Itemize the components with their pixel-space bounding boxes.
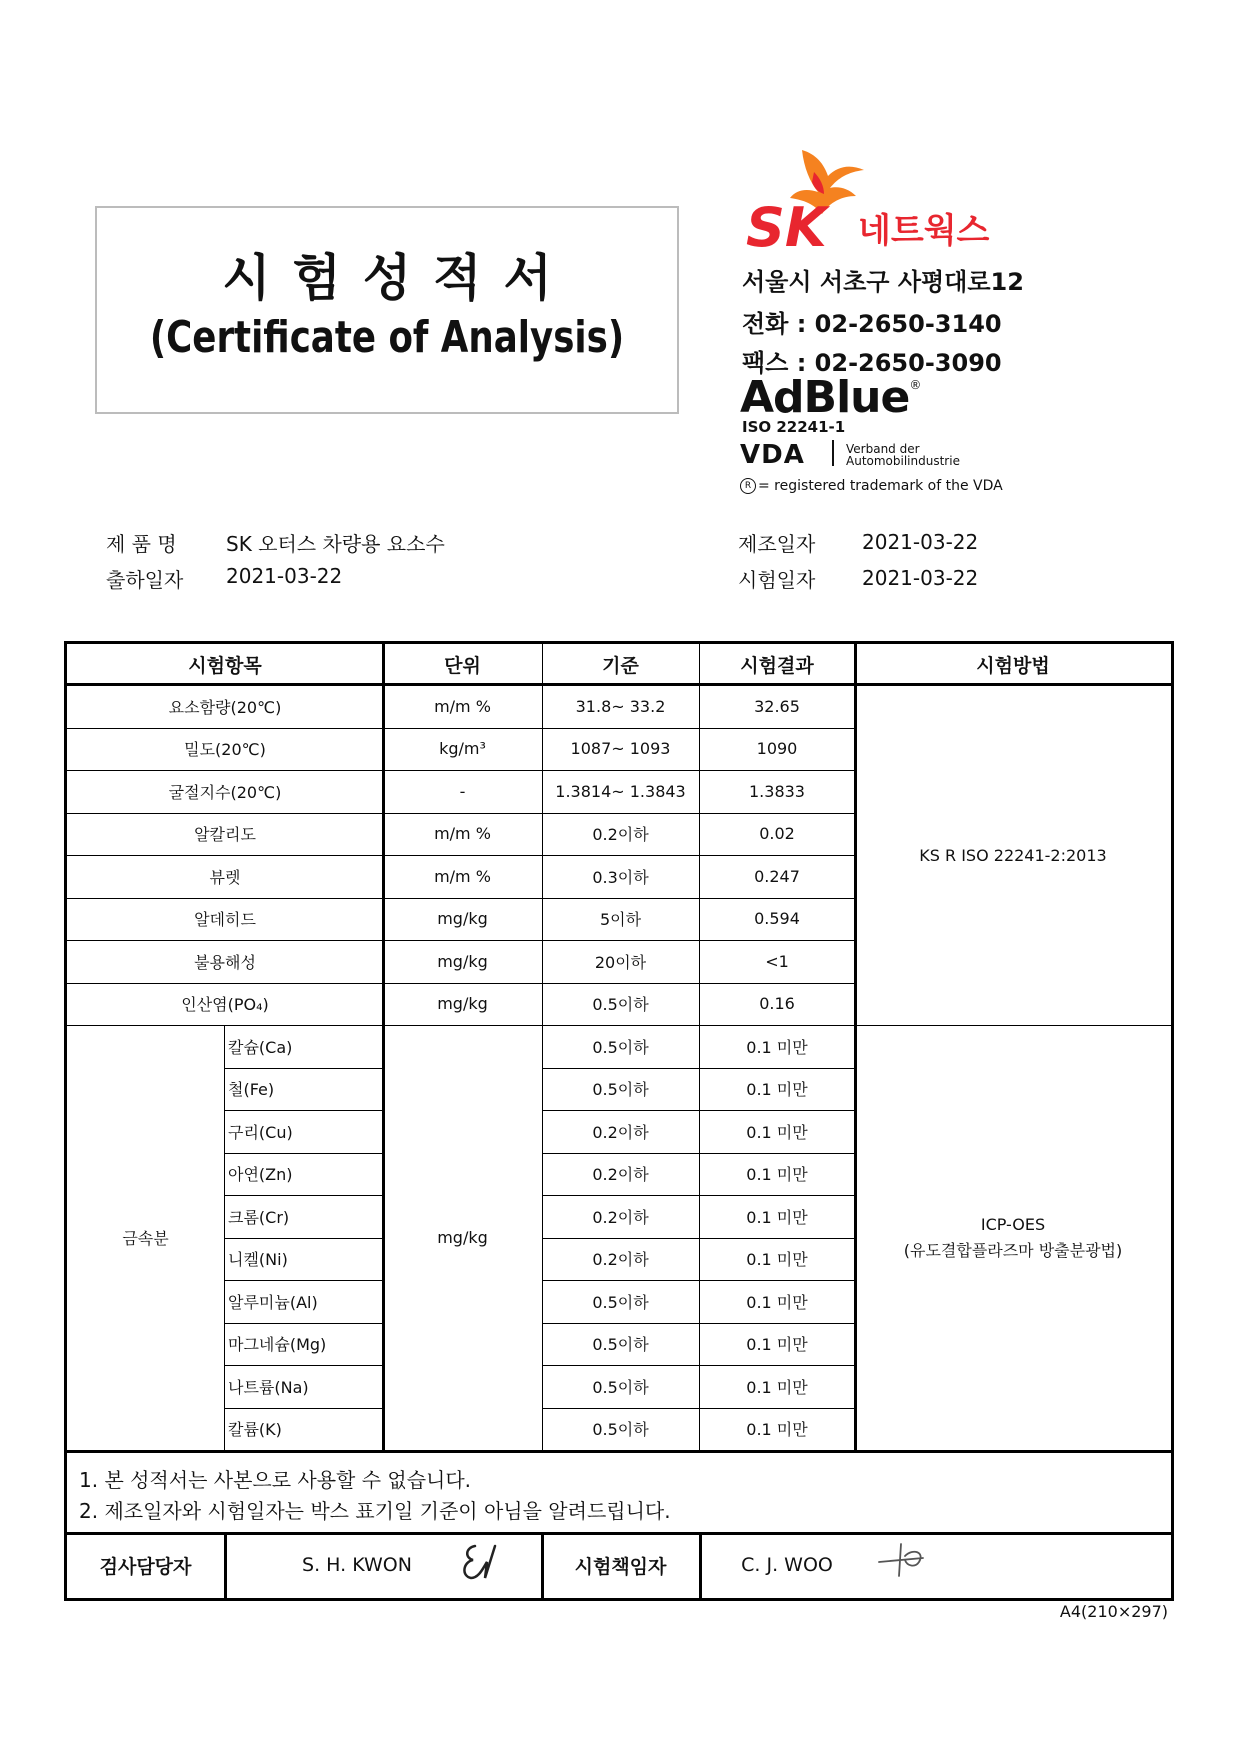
test-unit: m/m %: [434, 866, 491, 886]
table-rule: [67, 1450, 1171, 1453]
table-rule: [224, 1280, 383, 1281]
test-unit: mg/kg: [437, 994, 488, 1014]
vda-subtitle-line2: Automobilindustrie: [846, 454, 960, 468]
table-rule: [224, 1025, 225, 1450]
test-item: 알칼리도: [194, 825, 256, 845]
test-item: 요소함량(20℃): [168, 697, 282, 717]
company-fax: 팩스 : 02-2650-3090: [742, 349, 1002, 377]
table-rule: [67, 855, 855, 856]
metal-name: 니켈(Ni): [228, 1250, 288, 1270]
metal-standard: 0.5이하: [592, 1037, 649, 1057]
test-method-icp: [855, 1025, 1171, 1450]
metal-standard: 0.5이하: [592, 1377, 649, 1397]
registered-icon: R: [740, 478, 756, 494]
inspector-signature-icon: [457, 1538, 507, 1582]
note-line: 2. 제조일자와 시험일자는 박스 표기일 기준이 아님을 알려드립니다.: [79, 1499, 671, 1523]
ship-date-value: 2021-03-22: [226, 564, 343, 588]
ship-date-label: 출하일자: [106, 568, 184, 592]
header-method: 시험방법: [976, 655, 1050, 677]
manager-name: C. J. WOO: [741, 1554, 833, 1576]
test-standard: 0.5이하: [592, 995, 649, 1015]
test-date-label: 시험일자: [738, 568, 816, 592]
company-address: 서울시 서초구 사평대로12: [742, 268, 1024, 296]
test-date-value: 2021-03-22: [862, 566, 979, 590]
product-value: SK 오터스 차량용 요소수: [226, 532, 445, 556]
manager-label: 시험책임자: [574, 1555, 667, 1578]
table-rule: [67, 940, 855, 941]
trademark-text: = registered trademark of the VDA: [758, 478, 1003, 494]
logo-sk-text: SK: [746, 196, 827, 248]
mfg-date-label: 제조일자: [738, 532, 816, 556]
metal-name: 아연(Zn): [228, 1165, 293, 1185]
test-method-icp-line1: ICP-OES: [980, 1214, 1046, 1234]
title-korean: 시험성적서: [222, 249, 574, 307]
table-rule: [382, 644, 385, 1450]
inspector-label: 검사담당자: [99, 1555, 192, 1578]
table-rule: [224, 1365, 383, 1366]
table-rule: [67, 983, 855, 984]
page-size-label: A4(210×297): [1059, 1602, 1168, 1621]
adblue-reg-mark: ®: [909, 378, 921, 392]
manager-signature-icon: [875, 1536, 939, 1582]
test-result: 1.3833: [749, 781, 805, 801]
metal-standard: 0.5이하: [592, 1420, 649, 1440]
test-result: 0.247: [754, 866, 800, 886]
test-item: 인산염(PO₄): [181, 995, 269, 1015]
test-item: 불용해성: [194, 952, 256, 972]
trademark-note: [740, 478, 1003, 494]
test-standard: 20이하: [594, 952, 647, 972]
metal-name: 구리(Cu): [228, 1122, 293, 1142]
adblue-logo: [740, 372, 920, 423]
test-unit: mg/kg: [437, 951, 488, 971]
table-rule: [224, 1323, 383, 1324]
iso-standard: ISO 22241-1: [742, 418, 846, 436]
metal-name: 철(Fe): [228, 1080, 275, 1100]
header-item: 시험항목: [188, 655, 262, 677]
test-method-icp-line2: (유도결합플라즈마 방출분광법): [903, 1240, 1123, 1260]
test-item: 뷰렛: [209, 867, 241, 887]
test-item: 밀도(20℃): [184, 740, 266, 760]
metal-standard: 0.5이하: [592, 1335, 649, 1355]
metal-name: 알루미늄(Al): [228, 1292, 318, 1312]
table-rule: [854, 644, 857, 1450]
title-box: [95, 206, 679, 414]
metal-name: 칼슘(Ca): [228, 1037, 293, 1057]
metal-name: 칼륨(K): [228, 1420, 282, 1440]
test-standard: 1087~ 1093: [570, 739, 671, 759]
metal-result: 0.1 미만: [746, 1292, 808, 1312]
test-standard: 31.8~ 33.2: [575, 696, 666, 716]
table-rule: [67, 898, 855, 899]
metal-standard: 0.5이하: [592, 1080, 649, 1100]
header-unit: 단위: [444, 655, 481, 677]
table-rule: [224, 1068, 383, 1069]
metal-standard: 0.2이하: [592, 1165, 649, 1185]
inspector-name: S. H. KWON: [302, 1554, 412, 1576]
test-unit: m/m %: [434, 696, 491, 716]
metal-result: 0.1 미만: [746, 1250, 808, 1270]
metal-result: 0.1 미만: [746, 1165, 808, 1185]
test-item: 알데히드: [194, 910, 256, 930]
test-unit: -: [459, 781, 466, 801]
metal-result: 0.1 미만: [746, 1335, 808, 1355]
test-standard: 0.2이하: [592, 825, 649, 845]
test-result: 32.65: [754, 696, 800, 716]
metal-name: 크롬(Cr): [228, 1207, 290, 1227]
sk-networks-logo: [744, 148, 1044, 248]
table-rule: [224, 1238, 383, 1239]
logo-networks-text: 네트웍스: [858, 211, 990, 248]
metal-standard: 0.2이하: [592, 1207, 649, 1227]
metal-result: 0.1 미만: [746, 1377, 808, 1397]
table-rule: [699, 644, 700, 1450]
test-unit: kg/m³: [439, 739, 486, 759]
metal-standard: 0.2이하: [592, 1122, 649, 1142]
product-label: 제 품 명: [106, 532, 177, 556]
table-rule: [542, 644, 543, 1450]
metal-standard: 0.5이하: [592, 1292, 649, 1312]
table-rule: [67, 813, 855, 814]
mfg-date-value: 2021-03-22: [862, 530, 979, 554]
test-result: <1: [765, 951, 789, 971]
note-line: 1. 본 성적서는 사본으로 사용할 수 없습니다.: [79, 1468, 472, 1492]
adblue-name: AdBlue: [740, 372, 910, 423]
test-result: 0.594: [754, 909, 800, 929]
table-rule: [67, 770, 855, 771]
test-unit: mg/kg: [437, 909, 488, 929]
metal-result: 0.1 미만: [746, 1122, 808, 1142]
metal-name: 마그네슘(Mg): [228, 1335, 327, 1355]
vda-subtitle-line1: Verband der: [846, 442, 920, 456]
metals-unit: mg/kg: [437, 1228, 488, 1247]
test-result: 1090: [756, 739, 798, 759]
test-standard: 0.3이하: [592, 867, 649, 887]
analysis-table: [64, 641, 1174, 1601]
vda-subtitle: [846, 443, 960, 467]
metal-result: 0.1 미만: [746, 1037, 808, 1057]
metal-result: 0.1 미만: [746, 1420, 808, 1440]
table-rule: [224, 1110, 383, 1111]
test-standard: 1.3814~ 1.3843: [555, 781, 686, 801]
test-result: 0.16: [759, 994, 795, 1014]
table-rule: [224, 1195, 383, 1196]
metal-name: 나트륨(Na): [228, 1377, 309, 1397]
test-result: 0.02: [759, 824, 795, 844]
table-rule: [224, 1408, 383, 1409]
table-rule: [67, 728, 855, 729]
test-standard: 5이하: [599, 910, 642, 930]
vda-divider: [832, 440, 834, 466]
header-result: 시험결과: [740, 655, 814, 677]
header-standard: 기준: [602, 655, 639, 677]
company-phone: 전화 : 02-2650-3140: [742, 310, 1002, 338]
metal-result: 0.1 미만: [746, 1080, 808, 1100]
metal-standard: 0.2이하: [592, 1250, 649, 1270]
table-rule: [224, 1153, 383, 1154]
vda-logo: VDA: [740, 440, 805, 470]
metals-label: 금속분: [122, 1229, 169, 1248]
test-item: 굴절지수(20℃): [168, 782, 282, 802]
title-english: (Certificate of Analysis): [149, 312, 625, 363]
test-unit: m/m %: [434, 824, 491, 844]
metal-result: 0.1 미만: [746, 1207, 808, 1227]
test-method-ks: KS R ISO 22241-2:2013: [919, 845, 1107, 865]
